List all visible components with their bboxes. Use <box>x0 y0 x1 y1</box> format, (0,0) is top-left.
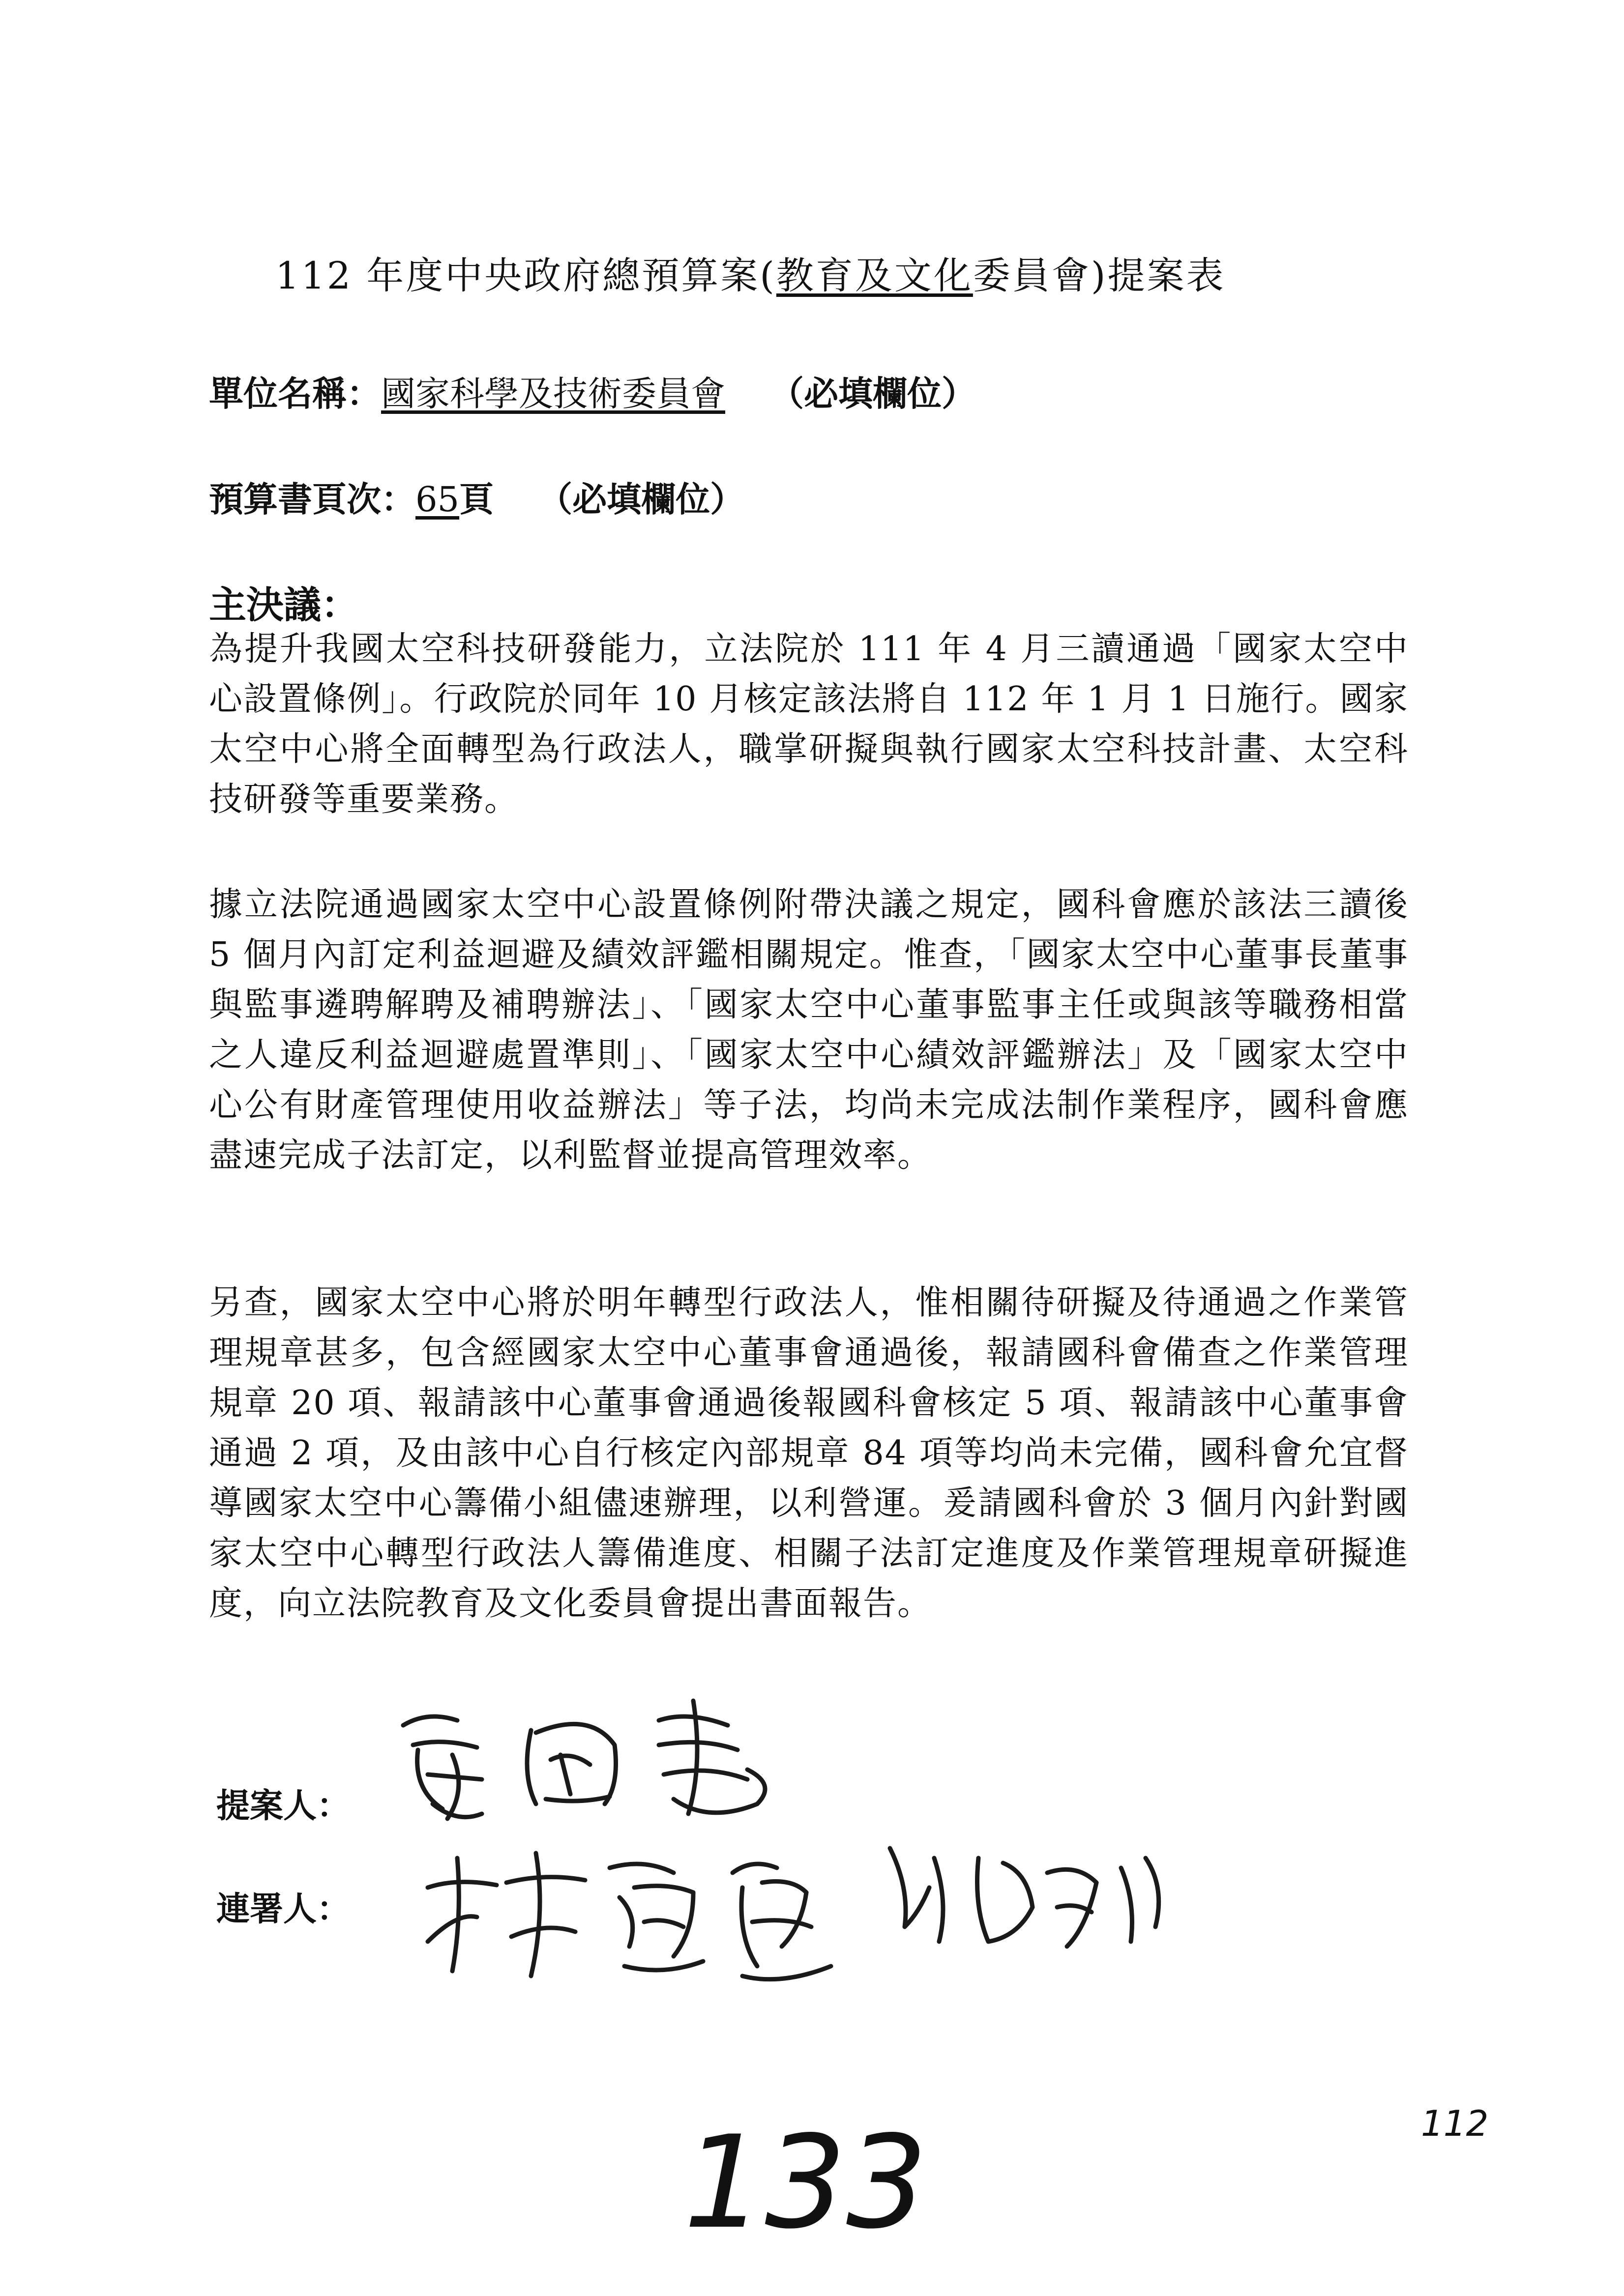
main-resolution-heading: 主決議： <box>209 583 358 627</box>
page-note <box>1416 2094 1505 2153</box>
unit-field <box>209 366 976 416</box>
unit-value: 國家科學及技術委員會 <box>381 374 725 414</box>
svg-text:133: 133 <box>683 2109 928 2251</box>
budget-page-unit: 頁 <box>459 479 494 520</box>
paragraph-3: 另查，國家太空中心將於明年轉型行政法人，惟相關待研擬及待通過之作業管理規章甚多，包含經國家太空中心董事會通過後，報請國科會備查之作業管理規章 20 項、報請該中心董事會通過後報國科會核定 5 項、報請該中心董事會通過 2 項，及由該中心自行核定內部規章 84 項等均尚未完備，國科會允宜督導國家太空中心籌備小組儘速辦理，以利營運。爰請國科會於 3 個月內針對國家太空中心轉型行政法人籌備進度、相關子法訂定進度及作業管理規章研擬進度，向立法院教育及文化委員會提出書面報告。 <box>209 1283 1409 1623</box>
committee-name: 教育及文化 <box>776 254 973 297</box>
document-title: 112 年度中央政府總預算案(教育及文化委員會)提案表 <box>275 254 1226 297</box>
budget-page-field <box>209 472 744 522</box>
svg-text:112: 112 <box>1421 2103 1489 2144</box>
cosigner-signatures <box>398 1829 1185 1996</box>
budget-page-label: 預算書頁次： <box>209 479 415 520</box>
cosigner-label: 連署人： <box>216 1889 351 1929</box>
budget-page-required-note: （必填欄位） <box>538 479 745 520</box>
proposer-label: 提案人： <box>216 1786 351 1826</box>
handwritten-page-number <box>679 2104 954 2251</box>
unit-required-note: （必填欄位） <box>769 373 976 414</box>
paragraph-1: 為提升我國太空科技研發能力，立法院於 111 年 4 月三讀通過「國家太空中心設置條例」。行政院於同年 10 月核定該法將自 112 年 1 月 1 日施行。國家太空中心將全面轉型為行政法人，職掌研擬與執行國家太空科技計畫、太空科技研發等重要業務。 <box>209 630 1409 819</box>
unit-label: 單位名稱： <box>209 373 381 414</box>
proposer-signature <box>384 1691 826 1838</box>
budget-page-value: 65 <box>415 479 460 520</box>
paragraph-2: 據立法院通過國家太空中心設置條例附帶決議之規定，國科會應於該法三讀後 5 個月內訂定利益迴避及績效評鑑相關規定。惟查，「國家太空中心董事長董事與監事遴聘解聘及補聘辦法」、「國家太空中心董事監事主任或與該等職務相當之人違反利益迴避處置準則」、「國家太空中心績效評鑑辦法」及「國家太空中心公有財產管理使用收益辦法」等子法，均尚未完成法制作業程序，國科會應盡速完成子法訂定，以利監督並提高管理效率。 <box>209 885 1409 1175</box>
